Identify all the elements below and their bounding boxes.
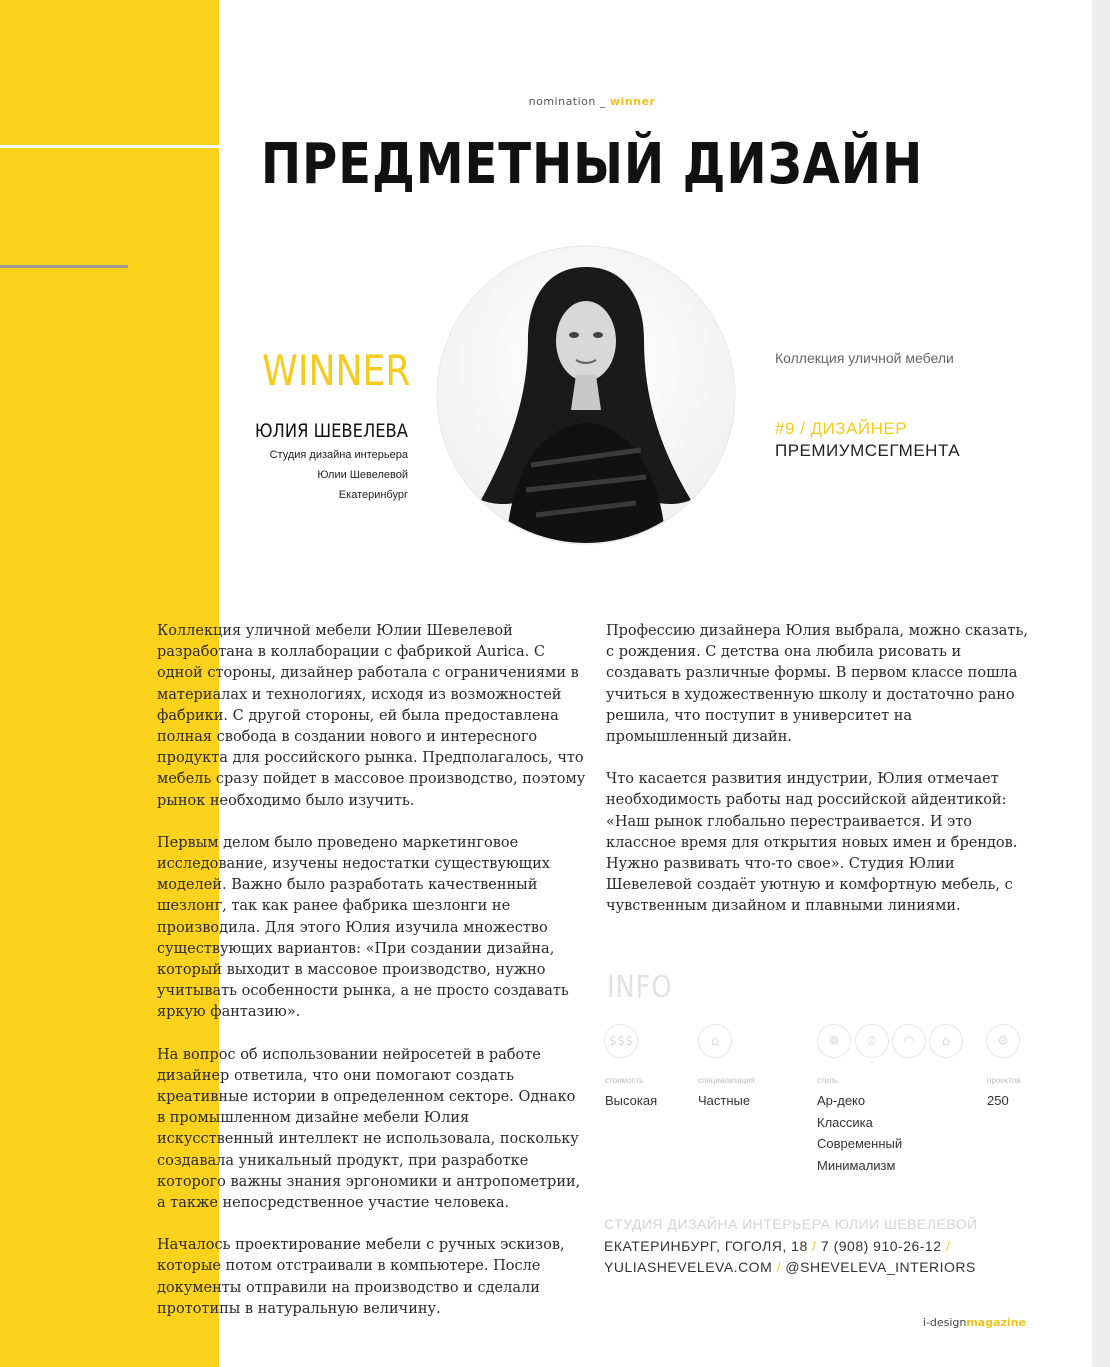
article-column-right: [606, 621, 1036, 939]
info-style-label: стиль: [817, 1076, 838, 1085]
contact-address-line: [604, 1238, 950, 1254]
rank-number: #9 / ДИЗАЙНЕР: [775, 419, 908, 438]
style-value: Современный: [817, 1136, 903, 1151]
rank-category: ПРЕМИУМСЕГМЕНТА: [775, 441, 961, 460]
style-ornament-icon: ❁: [817, 1024, 851, 1058]
page-title: ПРЕДМЕТНЫЙ ДИЗАЙН: [260, 132, 924, 197]
studio-line: Студия дизайна интерьера: [269, 449, 408, 461]
contact-web-line: [604, 1259, 976, 1275]
info-projects-label: проектов: [987, 1076, 1021, 1085]
footer-prefix: i-design: [922, 1316, 967, 1329]
info-specialization-value: Частные: [698, 1093, 751, 1108]
article-paragraph: Коллекция уличной мебели Юлии Шевелевой разработана в коллаборации с фабрикой Aurica. С одной стороны, дизайнер работала с ограничениями в материалах и технологиях, исходя из возможностей фабрики. С другой стороны, ей была предоставлена полная свобода в создании нового и интересного продукта для российского рынка. Предполагалось, что мебель сразу пойдет в массовое производство, поэтому рынок необходимо было изучить.: [157, 623, 586, 809]
studio-line: Юлии Шевелевой: [317, 469, 408, 481]
contact-phone[interactable]: 7 (908) 910-26-12: [820, 1238, 942, 1254]
studio-line: Екатеринбург: [338, 489, 408, 501]
winner-name: ЮЛИЯ ШЕВЕЛЕВА: [254, 420, 408, 442]
contact-address: ЕКАТЕРИНБУРГ, ГОГОЛЯ, 18: [604, 1238, 808, 1254]
nomination-label: nomination _ winner: [528, 95, 656, 108]
winner-studio: [270, 445, 408, 505]
contact-website[interactable]: YULIASHEVELEVA.COM: [604, 1259, 773, 1275]
article-paragraph: Началось проектирование мебели с ручных эскизов, которые потом отстраивали в компьютере. После документы отправили на производство и сделали прототипы в натуральную величину.: [157, 1237, 565, 1317]
info-style-values: [817, 1090, 902, 1176]
winner-label: WINNER: [261, 346, 410, 395]
info-cost-label: стоимость: [605, 1076, 644, 1085]
info-title: INFO: [607, 970, 673, 1005]
contact-studio-name: СТУДИЯ ДИЗАЙНА ИНТЕРЬЕРА ЮЛИИ ШЕВЕЛЕВОЙ: [604, 1216, 978, 1232]
footer-brand: magazine: [966, 1316, 1026, 1329]
separator: /: [776, 1259, 782, 1275]
article-column-left: [157, 621, 587, 1341]
magazine-footer: [923, 1316, 1026, 1329]
rank-label: [775, 418, 960, 462]
projects-icon: ⚙: [986, 1024, 1020, 1058]
style-value: Минимализм: [817, 1157, 896, 1173]
separator: /: [945, 1238, 951, 1254]
style-value: Классика: [817, 1114, 873, 1130]
dollar-signs-icon: $$$: [604, 1024, 638, 1058]
decorative-line-gray: [0, 265, 128, 268]
article-paragraph: Первым делом было проведено маркетинговое исследование, изучены недостатки существующих моделей. Важно было разработать качественный шезлонг, так как ранее фабрика шезлонги не производила. Для этого Юлия изучила множество существующих вариантов: «При создании дизайна, который выходит в массовое производство, нужно учитывать особенности рынка, а не просто создавать яркую фантазию».: [157, 834, 569, 1021]
style-classic-icon: ♔: [855, 1024, 889, 1058]
info-specialization-label: специализация: [698, 1076, 755, 1085]
page-edge-strip: [1092, 0, 1110, 1367]
article-paragraph: На вопрос об использовании нейросетей в работе дизайнер ответила, что они помогают создать креативные истории в определенном секторе. Однако в промышленном дизайне мебели Юлия искусственный интеллект не использовала, поскольку создавала уникальный продукт, при разработке которого важны знания эргономики и антропометрии, а также непосредственное участие человека.: [157, 1046, 581, 1212]
style-modern-icon: ◠: [892, 1024, 926, 1058]
separator: /: [812, 1238, 817, 1254]
article-paragraph: Что касается развития индустрии, Юлия отмечает необходимость работы над российской айдентикой: «Наш рынок глобально перестраивается. И это классное время для открытия новых имен и брендов. Нужно развивать что-то свое». Студия Юлии Шевелевой создаёт уютную и комфортную мебель, с чувственным дизайном и плавными линиями.: [606, 771, 1018, 915]
portrait-photo: [436, 245, 736, 545]
article-paragraph: Профессию дизайнера Юлия выбрала, можно сказать, с рождения. С детства она любила рисовать и создавать различные формы. В первом классе пошла учиться в художественную школу и достаточно рано решила, что поступит в университет на промышленный дизайн.: [606, 623, 1028, 746]
collection-name: Коллекция уличной мебели: [775, 350, 954, 366]
style-value: Ар-деко: [817, 1093, 866, 1108]
info-cost-value: Высокая: [605, 1093, 658, 1108]
info-projects-value: 250: [987, 1093, 1009, 1108]
contact-instagram[interactable]: @SHEVELEVA_INTERIORS: [785, 1259, 976, 1275]
style-minimal-icon: ⌂: [929, 1024, 963, 1058]
house-icon: ⌂: [698, 1024, 732, 1058]
